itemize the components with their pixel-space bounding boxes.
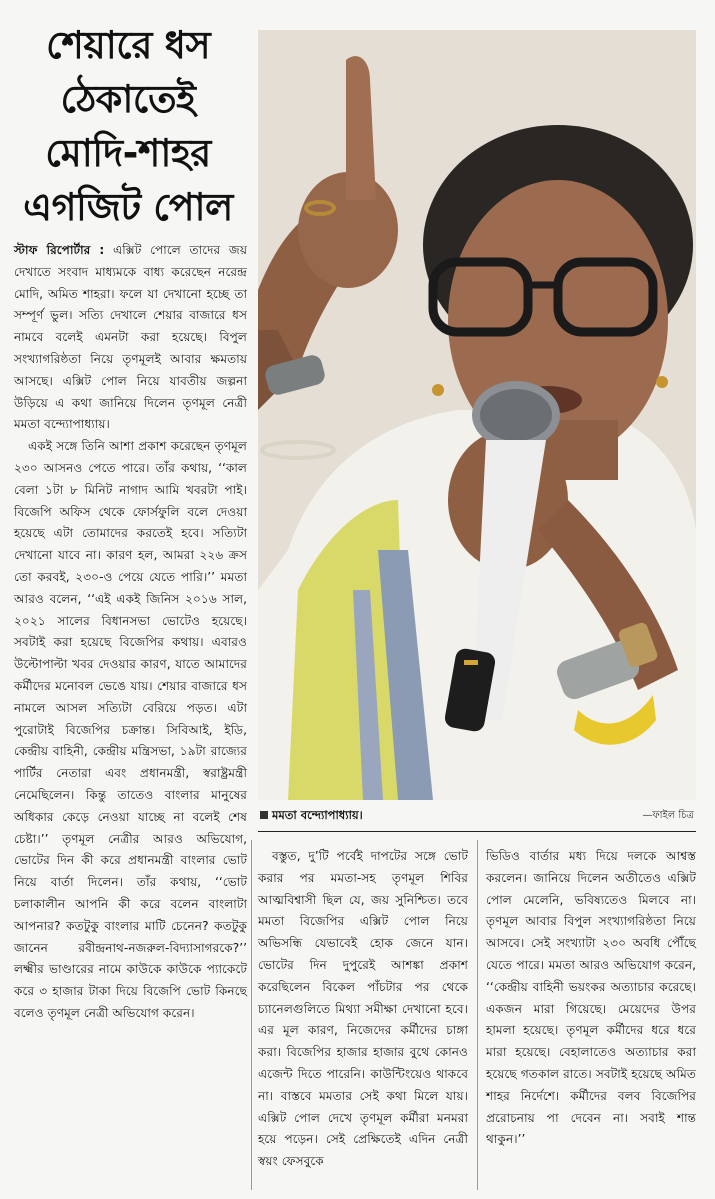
headline-line-3: মোদি-শাহর	[45, 131, 211, 175]
article-paragraph-1	[14, 240, 247, 436]
byline: স্টাফ রিপোর্টার :	[14, 243, 105, 257]
article-paragraph-3: বস্তুত, দু’টি পর্বেই দাপটের সঙ্গে ভোট করার পর মমতা-সহ তৃণমূল শিবির আত্মবিশ্বাসী ছিল যে, জয় সুনিশ্চিত। তবে মমতা বিজেপির এক্সিট পোল নিয়ে অভিসন্ধি যেভাবেই হোক জেনে যান। ভোটের দিন দুপুরেই আশঙ্কা প্রকাশ করেছিলেন বিকেল পাঁচটার পর থেকে চ্যানেলগুলিতে মিথ্যা সমীক্ষা দেখানো হবে। এর মূল কারণ, নিজেদের কর্মীদের চাঙ্গা করা। বিজেপির হাজার হাজার বুথে কোনও এজেন্ট দিতে পারেনি। কাউন্টিংয়েও থাকবে না। বাস্তবে মমতার সেই কথা মিলে যায়। এক্সিট পোল দেখে তৃণমূল কর্মীরা মনমরা হয়ে পড়েন। সেই প্রেক্ষিতেই এদিন নেত্রী স্বয়ং ফেসবুকে	[258, 849, 468, 1169]
column-divider-right	[477, 840, 478, 1190]
article-paragraph-2: একই সঙ্গে তিনি আশা প্রকাশ করেছেন তৃণমূল ২৩০ আসনও পেতে পারে। তাঁর কথায়, ‘‘কাল বেলা ১টা ৮ মিনিট নাগাদ আমি খবরটা পাই। বিজেপি অফিস থেকে ফোর্সফুলি বলে দেওয়া হয়েছে এটা তোমাদের করতেই হবে। সত্যিটা দেখানো যাবে না। কারণ হল, আমরা ২২৬ ক্রস তো করবই, ২৩০-ও পেয়ে যেতে পারি।’’ মমতা আরও বলেন, ‘‘এই একই জিনিস ২০১৬ সাল, ২০২১ সালের বিধানসভা ভোটেও হয়েছে। সবটাই করা হয়েছে বিজেপির কথায়। এবারও উল্টোপাল্টা খবর দেওয়ার কারণ, যাতে আমাদের কর্মীদের মনোবল ভেঙে যায়। শেয়ার বাজারে ধস নামলে আসল সত্যিটা বেরিয়ে পড়ত। এটা পুরোটাই বিজেপির চক্রান্ত। সিবিআই, ইডি, কেন্দ্রীয় বাহিনী, কেন্দ্রীয় মন্ত্রিসভা, ১৯টা রাজ্যের পার্টির নেতারা এবং প্রধানমন্ত্রী, স্বরাষ্ট্রমন্ত্রী নেমেছিলেন। কিন্তু তাতেও বাংলার মানুষের অধিকার কেড়ে নেওয়া যাচ্ছে না বলেই শেষ চেষ্টা।’’ তৃণমূল নেত্রীর আরও অভিযোগ, ভোটের দিন কী করে প্রধানমন্ত্রী বাংলার ভোট নিয়ে বার্তা দিলেন। তাঁর কথায়, ‘‘ভোট চলাকালীন আপনি কী করে বলেন বাংলাটা আপনার? কতটুকু বাংলার মাটি চেনেন? কতটুকু জানেন রবীন্দ্রনাথ-নজরুল-বিদ্যাসাগরকে?’’ লক্ষ্মীর ভাণ্ডারের নামে কাউকে কাউকে প্যাকেটে করে ৩ হাজার টাকা দিয়ে বিজেপি ভোট কিনছে বলেও তৃণমূল নেত্রী অভিযোগ করেন।	[14, 439, 247, 1020]
caption-bullet-icon	[260, 811, 268, 819]
caption-divider	[258, 831, 696, 832]
article-column-left	[14, 240, 247, 1025]
column-divider-left	[251, 840, 252, 1190]
news-photo	[258, 30, 696, 800]
photo-caption-row	[258, 803, 696, 829]
article-column-middle	[258, 846, 468, 1173]
headline-line-1: শেয়ারে ধস	[45, 23, 211, 67]
photo-credit: —ফাইল চিত্র	[642, 810, 694, 821]
portrait-illustration	[258, 30, 696, 800]
headline	[10, 18, 246, 234]
article-column-right	[486, 846, 696, 1151]
paragraph-text: এক্সিট পোলে তাদের জয় দেখাতে সংবাদ মাধ্যমকে বাধ্য করেছেন নরেন্দ্র মোদি, অমিত শাহরা। ফলে যা দেখানো হচ্ছে তা সম্পূর্ণ ভুল। সত্যি দেখালে শেয়ার বাজারে ধস নামবে বলেই এমনটা করা হয়েছে। বিপুল সংখ্যাগরিষ্ঠতা নিয়ে তৃণমূলই আবার ক্ষমতায় আসছে। এক্সিট পোল নিয়ে যাবতীয় জল্পনা উড়িয়ে এ কথা জানিয়ে দিলেন তৃণমূল নেত্রী মমতা বন্দ্যোপাধ্যায়।	[14, 243, 248, 432]
article-paragraph-4: ভিডিও বার্তার মধ্য দিয়ে দলকে আশ্বস্ত করলেন। জানিয়ে দিলেন অতীতেও এক্সিট পোল মেলেনি, ভবিষ্যতেও মিলবে না। তৃণমূল আবার বিপুল সংখ্যাগরিষ্ঠতা নিয়ে আসবে। সেই সংখ্যাটা ২৩০ অবধি পৌঁছে যেতে পারে। মমতা আরও অভিযোগ করেন, ‘‘কেন্দ্রীয় বাহিনী ভয়ংকর অত্যাচার করেছে। একজন মারা গিয়েছে। মেয়েদের উপর হামলা হয়েছে। তৃণমূল কর্মীদের ধরে ধরে মারা হয়েছে। বেহালাতেও অত্যাচার করা হয়েছে গতকাল রাতে। সবটাই হয়েছে অমিত শাহর নির্দেশে। কর্মীদের বলব বিজেপির প্ররোচনায় পা দেবেন না। সবাই শান্ত থাকুন।’’	[486, 849, 696, 1147]
headline-line-4: এগজিট পোল	[23, 185, 233, 229]
photo-caption: মমতা বন্দ্যোপাধ্যায়।	[272, 808, 363, 822]
headline-line-2: ঠেকাতেই	[60, 77, 196, 121]
